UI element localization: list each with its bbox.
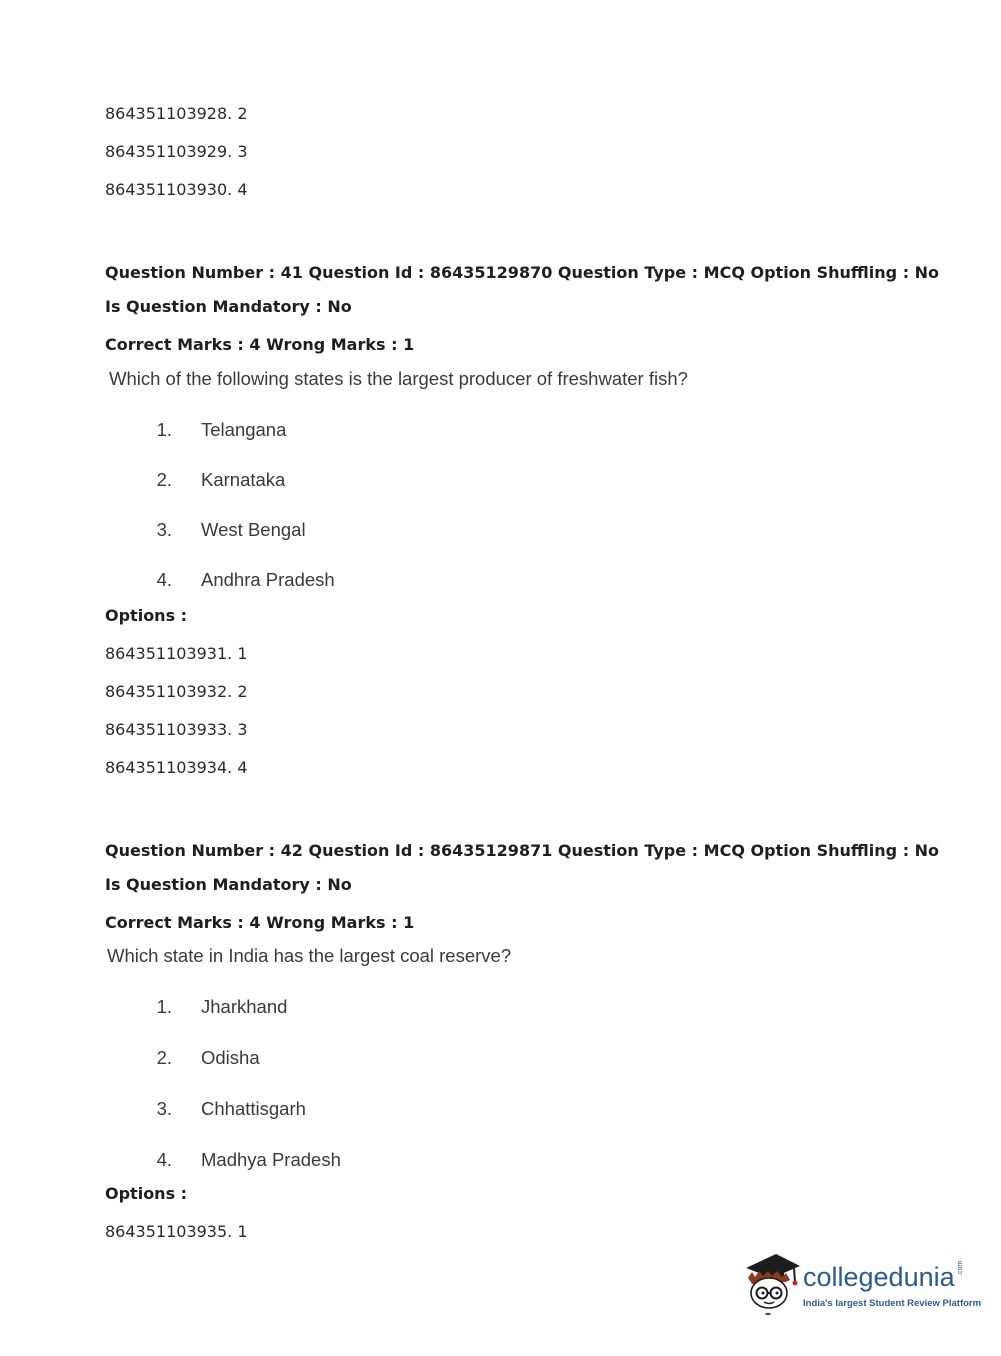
choice-text: Telangana <box>201 419 287 440</box>
choice-text: Andhra Pradesh <box>201 569 335 590</box>
marks-line: Correct Marks : 4 Wrong Marks : 1 <box>105 335 415 354</box>
marks-line: Correct Marks : 4 Wrong Marks : 1 <box>105 913 415 932</box>
logo-domain-suffix: .com <box>957 1260 964 1276</box>
mandatory-line: Is Question Mandatory : No <box>105 297 352 316</box>
option-id-line: 864351103933. 3 <box>105 720 248 739</box>
choice-text: West Bengal <box>201 519 306 540</box>
option-id-line: 864351103934. 4 <box>105 758 248 777</box>
logo-wordmark: collegedunia <box>803 1262 955 1292</box>
choice-text: Madhya Pradesh <box>201 1149 341 1170</box>
choice-text: Odisha <box>201 1047 260 1068</box>
option-id-line: 864351103935. 1 <box>105 1222 248 1241</box>
choice-number: 1. <box>156 419 172 440</box>
graduate-cap-mascot-icon <box>742 1248 802 1316</box>
option-id-line: 864351103931. 1 <box>105 644 248 663</box>
choice-number: 4. <box>156 569 172 590</box>
choice-number: 4. <box>156 1149 172 1170</box>
choice-number: 2. <box>156 1047 172 1068</box>
choice-text: Karnataka <box>201 469 286 490</box>
option-id-line: 864351103932. 2 <box>105 682 248 701</box>
question-text: Which of the following states is the largest producer of freshwater fish? <box>109 368 688 389</box>
question-header: Question Number : 41 Question Id : 86435129870 Question Type : MCQ Option Shuffling : No <box>105 263 940 282</box>
choice-number: 3. <box>156 519 172 540</box>
choice-number: 1. <box>156 996 172 1017</box>
mandatory-line: Is Question Mandatory : No <box>105 875 352 894</box>
option-id-line: 864351103929. 3 <box>105 142 248 161</box>
choice-text: Chhattisgarh <box>201 1098 306 1119</box>
question-header: Question Number : 42 Question Id : 86435129871 Question Type : MCQ Option Shuffling : No <box>105 841 940 860</box>
choice-number: 2. <box>156 469 172 490</box>
options-label: Options : <box>105 606 188 625</box>
options-label: Options : <box>105 1184 188 1203</box>
question-text: Which state in India has the largest coal reserve? <box>107 945 512 966</box>
choice-text: Jharkhand <box>201 996 288 1017</box>
logo-tagline: India's largest Student Review Platform <box>803 1298 982 1309</box>
choice-number: 3. <box>156 1098 172 1119</box>
option-id-line: 864351103930. 4 <box>105 180 248 199</box>
option-id-line: 864351103928. 2 <box>105 104 248 123</box>
